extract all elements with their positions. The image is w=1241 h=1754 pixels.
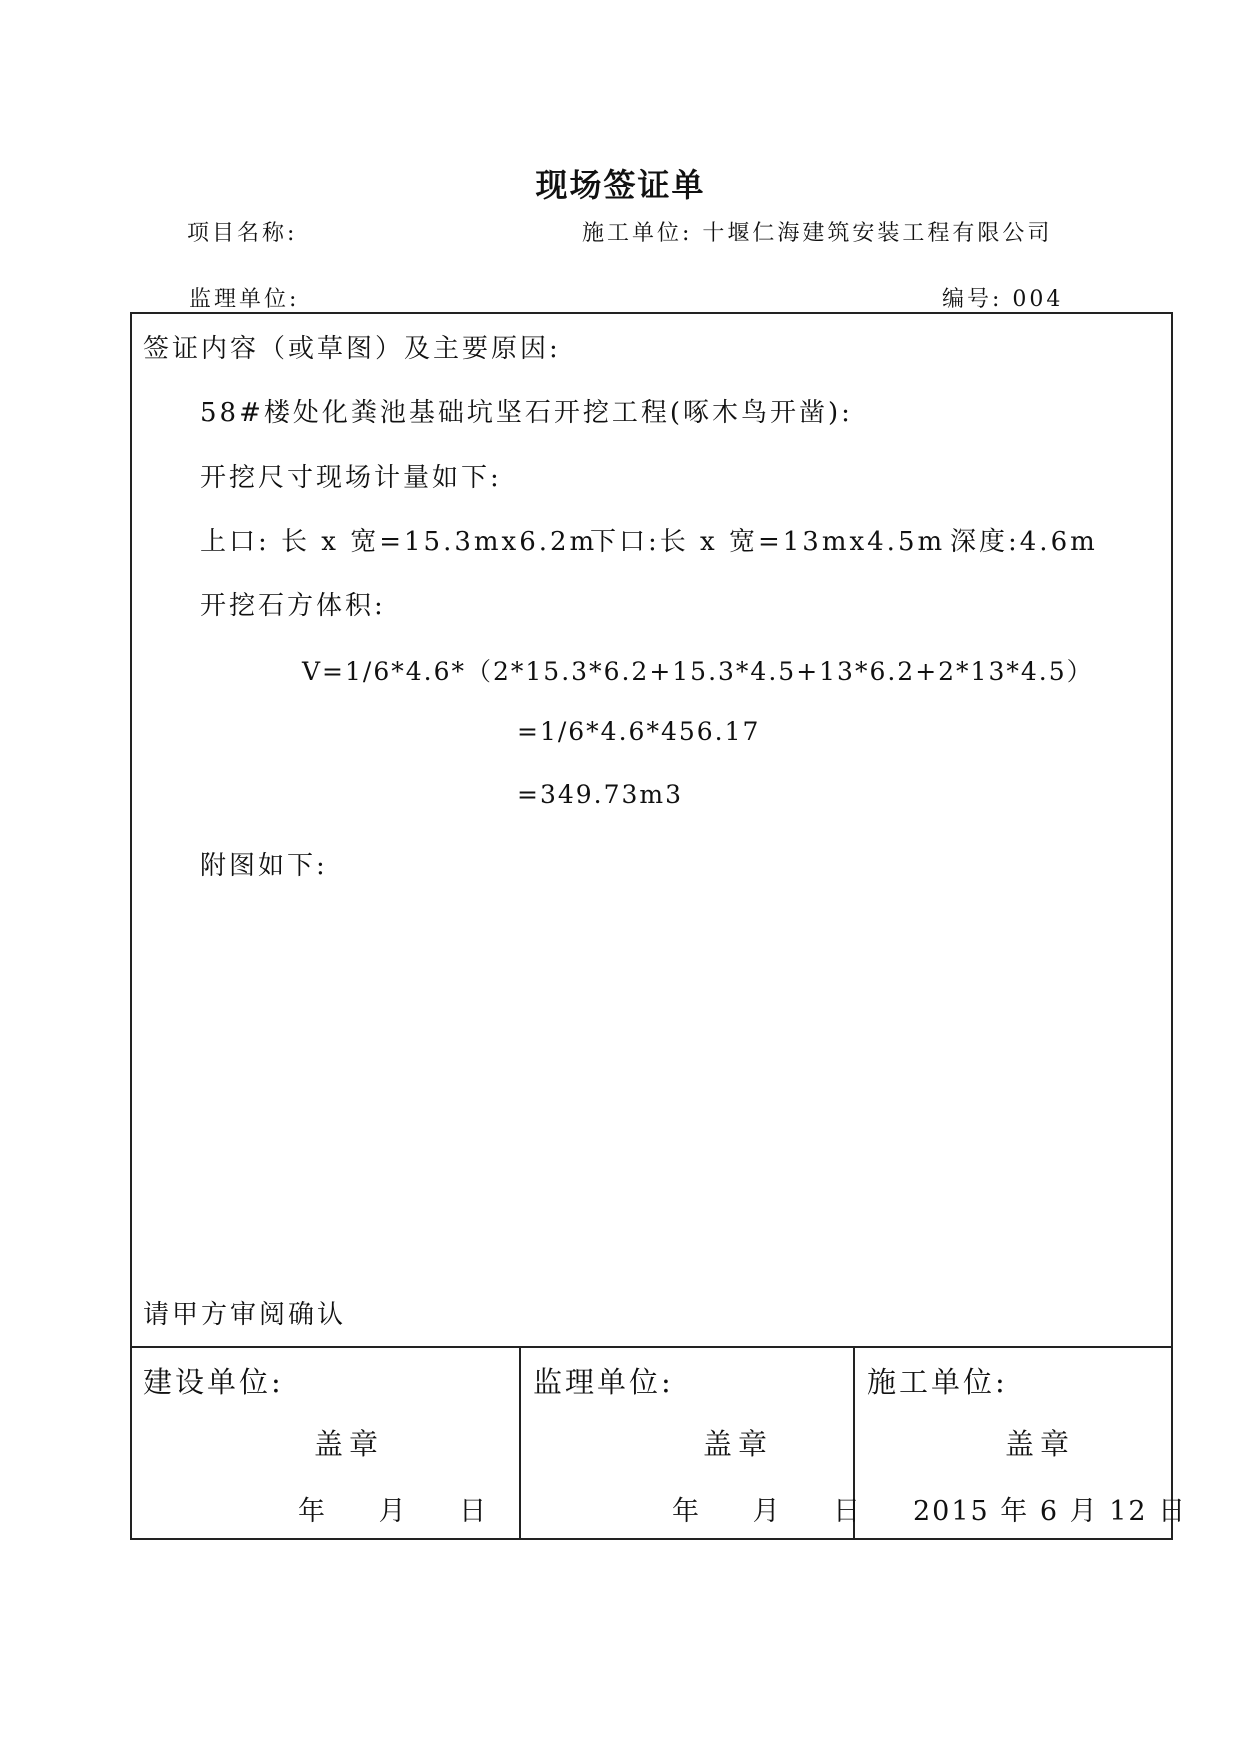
- upper-dimension: 上口: 长 x 宽=15.3mx6.2m: [200, 527, 598, 557]
- owner-date: 年 月 日: [298, 1496, 493, 1527]
- attachment-label: 附图如下:: [200, 851, 328, 881]
- project-name-label: 项目名称:: [187, 221, 298, 246]
- contractor-unit-label: 施工单位:: [867, 1365, 1008, 1399]
- content-heading: 签证内容（或草图）及主要原因:: [143, 334, 561, 364]
- content-line-measure: 开挖尺寸现场计量如下:: [200, 463, 502, 493]
- supervisor-unit-label: 监理单位:: [533, 1365, 674, 1399]
- depth-value: 深度:4.6m: [950, 527, 1098, 557]
- contractor-stamp: 盖章: [1005, 1427, 1076, 1461]
- content-line-work: 58#楼处化粪池基础坑坚石开挖工程(啄木鸟开凿):: [200, 398, 853, 428]
- confirmation-request: 请甲方审阅确认: [143, 1300, 347, 1330]
- volume-formula: V=1/6*4.6*（2*15.3*6.2+15.3*4.5+13*6.2+2*13*4.5）: [302, 657, 1094, 686]
- owner-unit-label: 建设单位:: [143, 1365, 284, 1399]
- lower-dimension: 下口:长 x 宽=13mx4.5m: [590, 527, 946, 557]
- volume-label: 开挖石方体积:: [200, 591, 386, 621]
- supervisor-date: 年 月 日: [672, 1496, 867, 1527]
- contractor-label: 施工单位: 十堰仁海建筑安装工程有限公司: [582, 221, 1053, 246]
- supervisor-stamp: 盖章: [703, 1427, 774, 1461]
- volume-result: =349.73m3: [517, 780, 684, 809]
- supervisor-label: 监理单位:: [189, 287, 300, 312]
- page-title: 现场签证单: [535, 166, 706, 204]
- volume-formula-step: =1/6*4.6*456.17: [517, 717, 761, 746]
- owner-stamp: 盖章: [314, 1427, 385, 1461]
- document-number: 编号: 004: [942, 287, 1064, 312]
- divider: [519, 1346, 521, 1540]
- contractor-date: 2015 年 6 月 12 日: [913, 1496, 1188, 1527]
